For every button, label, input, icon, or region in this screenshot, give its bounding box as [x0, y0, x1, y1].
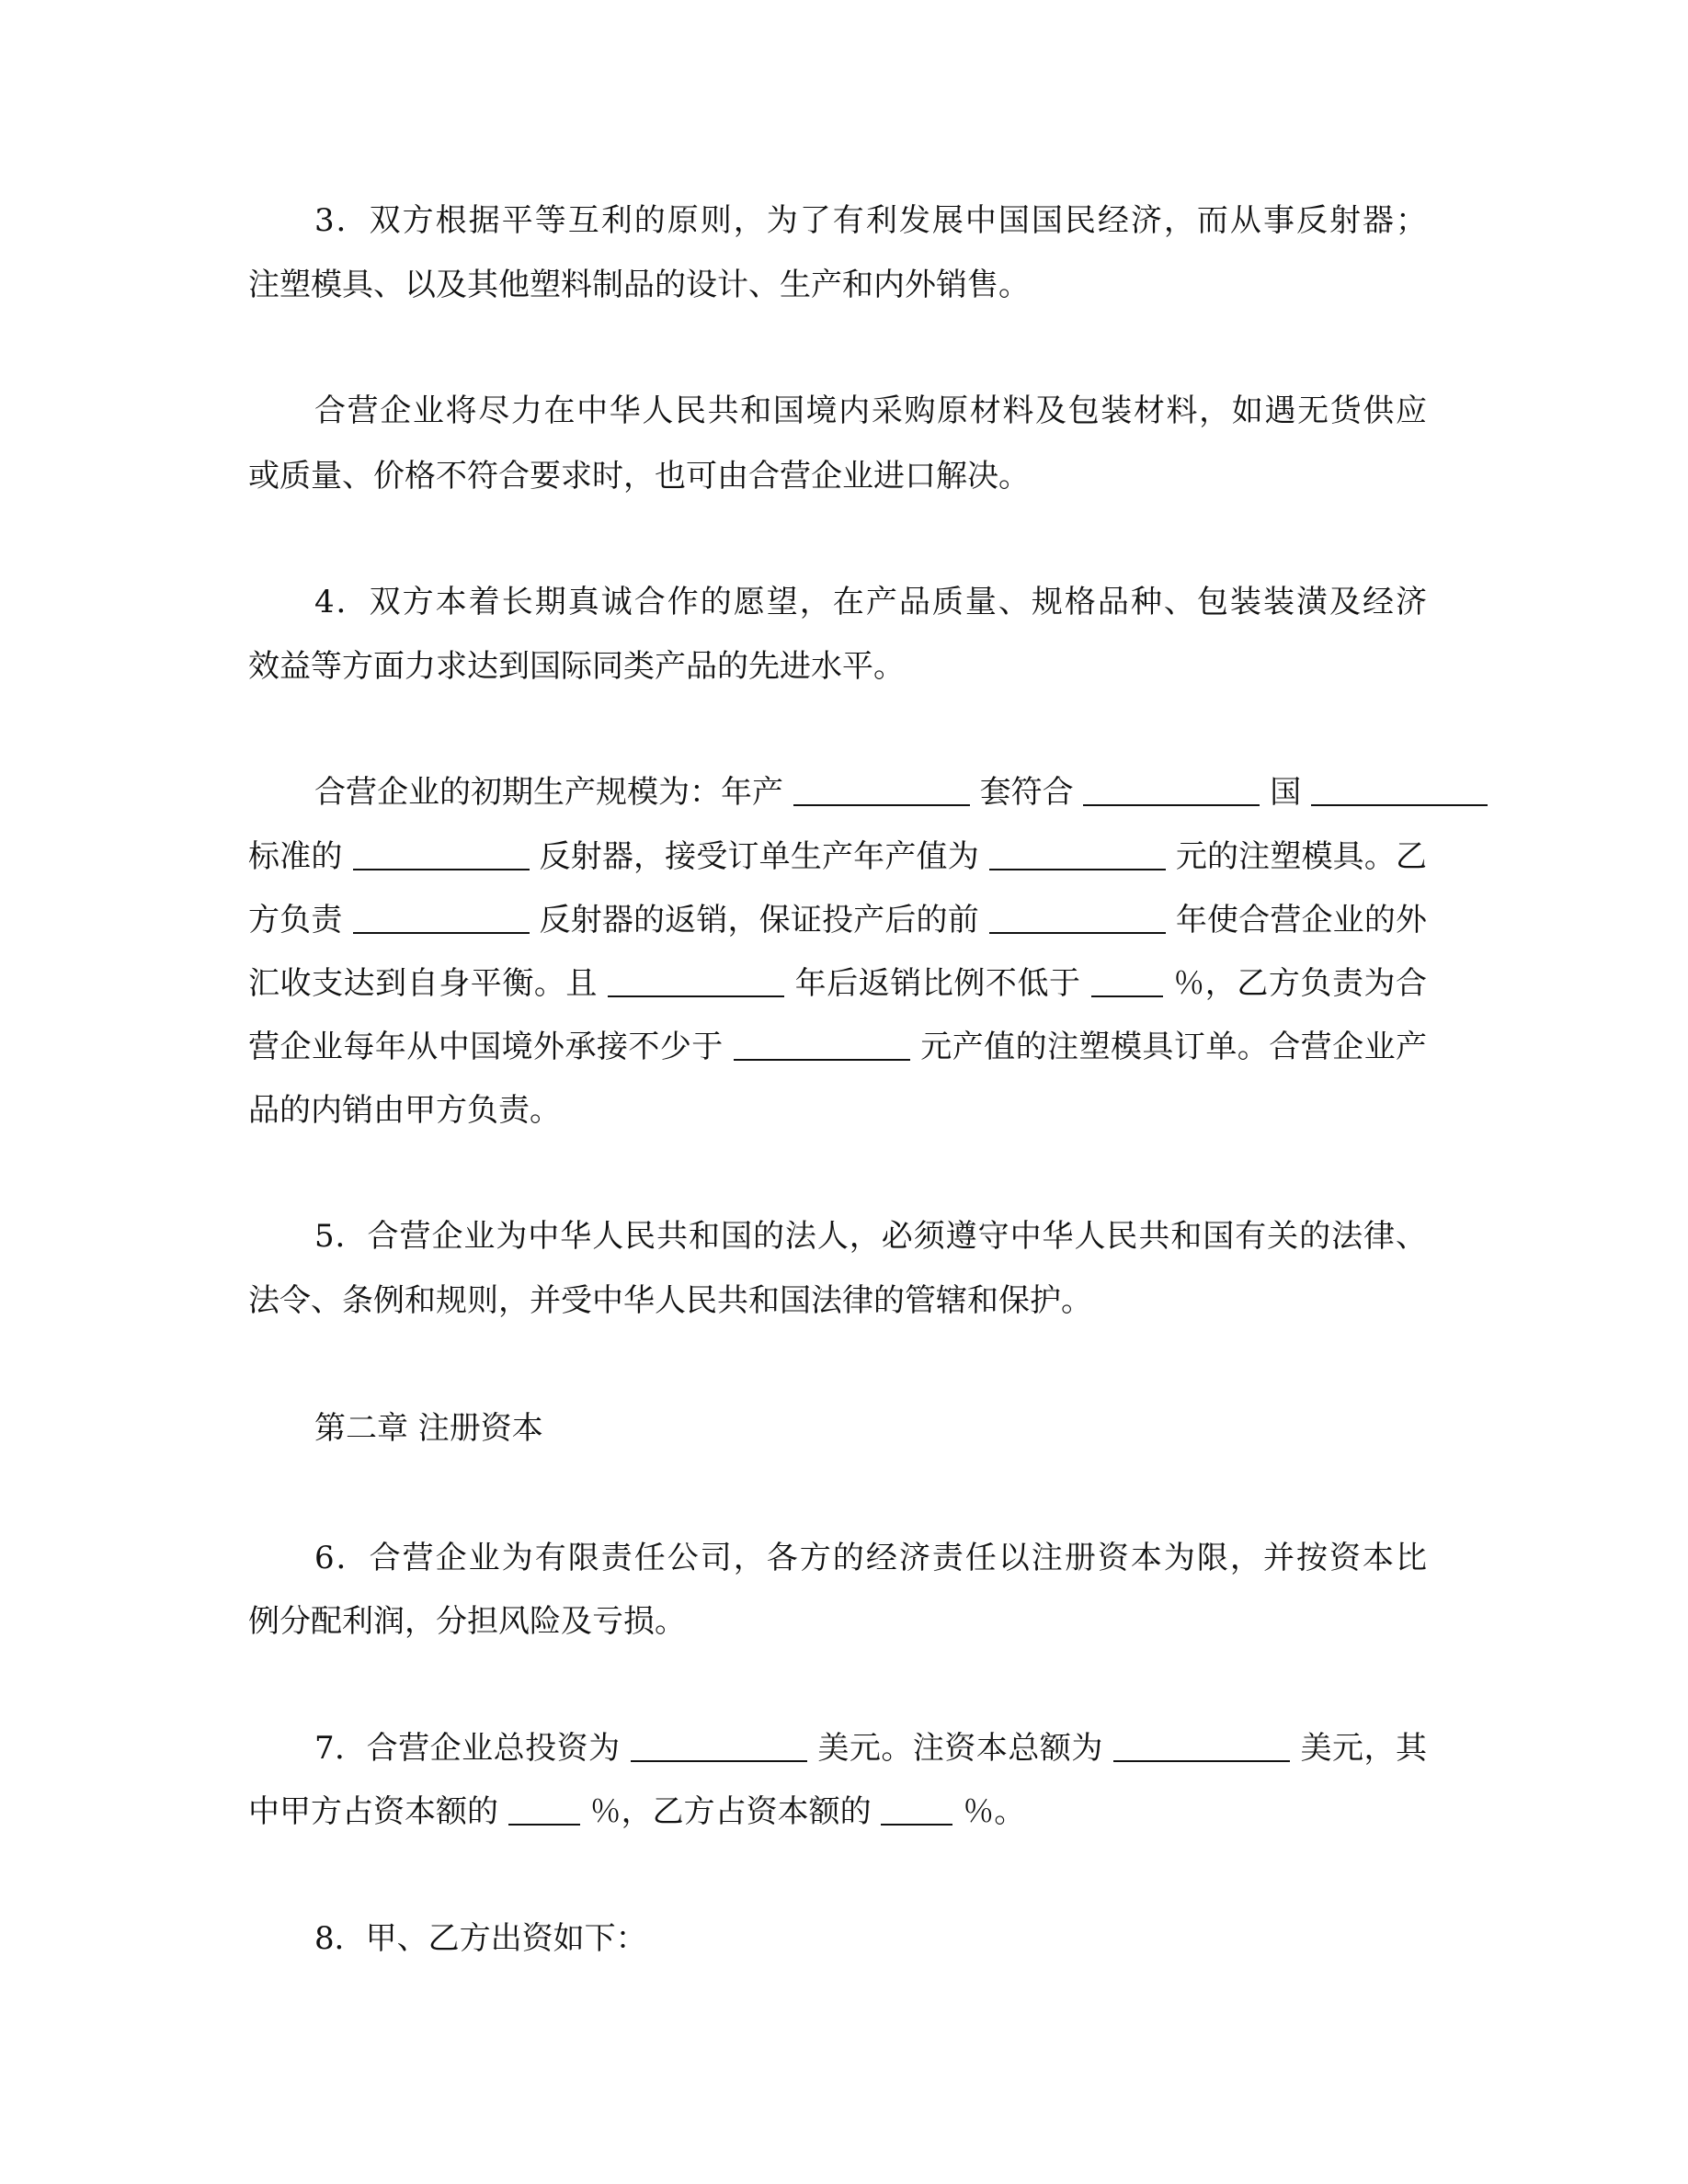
text-segment: 中甲方占资本额的 — [248, 1793, 498, 1830]
text-line — [248, 454, 1427, 498]
text-segment: 或质量、价格不符合要求时，也可由合营企业进口解决。 — [248, 458, 1030, 495]
text-line — [314, 580, 1427, 624]
text-line — [314, 1726, 1427, 1770]
fill-in-blank — [608, 964, 784, 997]
text-segment: 效益等方面力求达到国际同类产品的先进水平。 — [248, 648, 905, 685]
text-line — [248, 835, 1427, 879]
text-segment: 6．合营企业为有限责任公司，各方的经济责任以注册资本为限，并按资本比 — [314, 1540, 1427, 1576]
text-segment: 反射器的返销，保证投产后的前 — [539, 902, 979, 938]
text-line — [248, 263, 1427, 307]
fill-in-blank — [1083, 773, 1260, 806]
text-segment: ％。 — [963, 1793, 1026, 1830]
text-segment: 标准的 — [248, 838, 343, 875]
text-segment: 美元。注资本总额为 — [817, 1730, 1103, 1767]
text-line — [248, 1025, 1427, 1069]
text-segment: ％，乙方负责为合 — [1173, 965, 1428, 1002]
text-line — [248, 1599, 1427, 1644]
text-line — [314, 770, 1427, 814]
text-segment: 7．合营企业总投资为 — [314, 1730, 621, 1767]
text-segment: 美元，其 — [1300, 1730, 1427, 1767]
text-segment: ％，乙方占资本额的 — [589, 1793, 872, 1830]
text-line — [248, 1088, 1427, 1132]
fill-in-blank — [1091, 964, 1163, 997]
text-line — [314, 1536, 1427, 1580]
text-segment: 注塑模具、以及其他塑料制品的设计、生产和内外销售。 — [248, 267, 1030, 303]
text-line — [248, 1279, 1427, 1323]
text-segment: 营企业每年从中国境外承接不少于 — [248, 1029, 724, 1065]
text-line — [248, 1790, 1427, 1834]
fill-in-blank — [734, 1028, 910, 1061]
text-segment: 元产值的注塑模具订单。合营企业产 — [920, 1029, 1428, 1065]
text-line — [314, 1406, 1427, 1450]
fill-in-blank — [1113, 1729, 1290, 1762]
text-segment: 套符合 — [979, 774, 1074, 811]
text-segment: 汇收支达到自身平衡。且 — [248, 965, 598, 1002]
text-segment: 例分配利润，分担风险及亏损。 — [248, 1603, 686, 1640]
text-line — [248, 898, 1427, 942]
text-segment: 5．合营企业为中华人民共和国的法人，必须遵守中华人民共和国有关的法律、 — [314, 1218, 1427, 1255]
text-line — [314, 1917, 1427, 1961]
text-line — [314, 389, 1427, 433]
text-segment: 元的注塑模具。乙 — [1175, 838, 1428, 875]
fill-in-blank — [989, 901, 1166, 934]
text-segment: 法令、条例和规则，并受中华人民共和国法律的管辖和保护。 — [248, 1282, 1092, 1319]
text-segment: 第二章 注册资本 — [314, 1410, 543, 1447]
text-line — [248, 644, 1427, 688]
fill-in-blank — [631, 1729, 807, 1762]
text-segment: 3．双方根据平等互利的原则，为了有利发展中国国民经济，而从事反射器； — [314, 202, 1427, 239]
fill-in-blank — [508, 1792, 580, 1826]
text-line — [248, 961, 1427, 1006]
text-line — [314, 1214, 1427, 1258]
text-segment: 品的内销由甲方负责。 — [248, 1092, 561, 1129]
text-segment: 反射器，接受订单生产年产值为 — [539, 838, 979, 875]
fill-in-blank — [353, 837, 530, 870]
fill-in-blank — [989, 837, 1166, 870]
text-line — [314, 199, 1427, 243]
fill-in-blank — [793, 773, 970, 806]
text-segment: 年使合营企业的外 — [1175, 902, 1428, 938]
text-segment: 年后返销比例不低于 — [794, 965, 1081, 1002]
text-segment: 国 — [1270, 774, 1302, 811]
fill-in-blank — [353, 901, 530, 934]
text-segment: 合营企业的初期生产规模为：年产 — [314, 774, 783, 811]
text-segment: 合营企业将尽力在中华人民共和国境内采购原材料及包装材料，如遇无货供应 — [314, 392, 1427, 429]
fill-in-blank — [881, 1792, 952, 1826]
text-segment: 8．甲、乙方出资如下： — [314, 1920, 647, 1957]
text-segment: 4．双方本着长期真诚合作的愿望，在产品质量、规格品种、包装装潢及经济 — [314, 584, 1427, 620]
text-segment: 方负责 — [248, 902, 343, 938]
fill-in-blank — [1311, 773, 1488, 806]
